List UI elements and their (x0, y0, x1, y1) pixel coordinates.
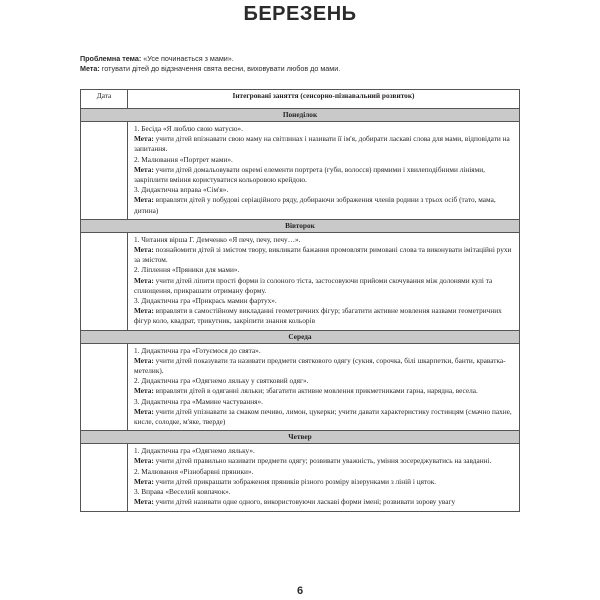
activity-goal-text: учити дітей домальовувати окремі елементи портрета (губи, волосся) прямими і хвилеподібними лініями, закріплити вміння користуватися кольоровою крейдою. (134, 164, 486, 185)
activity-goal-label: Мета: (134, 306, 154, 316)
day-header-row (81, 431, 520, 444)
activities-cell (128, 343, 520, 431)
activity-goal-label: Мета: (134, 386, 154, 396)
activity-goal (134, 386, 515, 396)
day-content-row (81, 343, 520, 431)
activity-title: 2. Дидактична гра «Одягнемо ляльку у святковий одяг». (134, 376, 309, 386)
day-name: Вівторок (81, 219, 520, 232)
intro-block (80, 54, 540, 74)
table-body (81, 109, 520, 512)
activity-title: 2. Малювання «Портрет мами». (134, 154, 233, 164)
activity-goal-text: познайомити дітей зі змістом твору, викликати бажання промовляти римовані слова та виконувати імітаційні рухи за змістом. (134, 245, 512, 265)
activities-cell (128, 232, 520, 330)
activity-goal-label: Мета: (134, 355, 154, 365)
page-number: 6 (296, 585, 304, 597)
activity-goal-text: учити дітей впізнавати свою маму на світлинах і називати її ім'я, добирати ласкаві слова для мами, відповідати на запитання. (134, 134, 510, 154)
activity-goal (134, 165, 515, 185)
month-title: БЕРЕЗЕНЬ (243, 3, 357, 25)
activity-title: 2. Ліплення «Пряники для мами». (134, 265, 240, 275)
activity-goal-label: Мета: (134, 456, 154, 466)
problem-theme-line (80, 54, 540, 64)
date-cell (81, 343, 128, 431)
day-content-row (81, 122, 520, 220)
lesson-plan-table (80, 89, 520, 512)
date-cell (81, 444, 128, 511)
day-header-row (81, 219, 520, 232)
day-name: Четвер (81, 431, 520, 444)
goal-label: Мета: (80, 64, 100, 73)
activity-goal-label: Мета: (134, 275, 154, 285)
day-content-row (81, 232, 520, 330)
date-cell (81, 122, 128, 220)
activity-goal (134, 306, 515, 326)
activity-goal-label: Мета: (134, 497, 154, 507)
day-header-row (81, 109, 520, 122)
activity-title: 1. Бесіда «Я люблю свою матусю». (134, 124, 243, 133)
activity-goal (134, 134, 515, 154)
activity-goal-text: учити дітей ліпити прості форми із солоного тіста, застосовуючи прийоми скочування між долонями кулі та сплющення, прикрашати отриману форму. (134, 275, 493, 295)
activity-goal (134, 456, 515, 466)
activity-title: 2. Малювання «Різнобарвні пряники». (134, 466, 254, 476)
activity-goal-text: учити дітей показувати та називати предмети святкового одягу (сукня, сорочка, білі шкарпетки, банти, краватка-метелик). (134, 355, 506, 376)
column-header-date: Дата (81, 90, 128, 109)
activity-goal-label: Мета: (134, 195, 154, 205)
goal-text: готувати дітей до відзначення свята весни, виховувати любов до мами. (99, 64, 341, 73)
column-header-activities: Інтегровані заняття (сенсорно-пізнавальний розвиток) (128, 90, 520, 109)
table-header-row (81, 90, 520, 109)
activities-cell (128, 122, 520, 220)
activity-title: 3. Вправа «Веселий ковпачок». (134, 487, 231, 497)
activity-goal-text: учити дітей правильно називати предмети одягу; розвивати уважність, уміння зосереджуватись на завданні. (153, 456, 492, 466)
activity-goal (134, 195, 515, 215)
activity-title: 1. Дидактична гра «Одягнемо ляльку». (134, 446, 255, 456)
activity-goal-label: Мета: (134, 134, 154, 144)
day-content-row (81, 444, 520, 511)
activity-goal-text: вправляти дітей у побудові серіаційного ряду, добираючи зображення членів родини з трьох осіб (тато, мама, дитина) (134, 195, 496, 215)
activity-goal (134, 407, 515, 427)
activity-goal (134, 245, 515, 265)
activities-cell (128, 444, 520, 511)
activity-goal-text: вправляти дітей в одяганні ляльки; збагатити активне мовлення прикметниками гарна, нарядна, весела. (153, 386, 478, 396)
activity-goal-text: учити дітей упізнавати за смаком печиво, лимон, цукерки; учити давати характеристику гостинцям (смачно пахне, кисле, солодке, м'яке, тверде) (134, 406, 512, 427)
activity-goal (134, 276, 515, 296)
activity-title: 1. Дидактична гра «Готуємося до свята». (134, 345, 261, 355)
activity-goal-label: Мета: (134, 406, 154, 416)
problem-theme-text: «Усе починається з мами». (141, 54, 234, 63)
day-name: Понеділок (81, 109, 520, 122)
activity-goal-text: учити дітей прикрашати зображення пряників різного розміру візерунками з ліній і цяток. (153, 476, 437, 486)
activity-goal-text: учити дітей називати одне одного, використовуючи ласкаві форми імені; розвивати зорову увагу (153, 497, 456, 507)
activity-goal-label: Мета: (134, 245, 154, 255)
day-header-row (81, 330, 520, 343)
goal-line (80, 64, 540, 74)
activity-title: 3. Дидактична гра «Мамине частування». (134, 396, 263, 406)
activity-goal-label: Мета: (134, 164, 154, 174)
problem-theme-label: Проблемна тема: (80, 54, 142, 63)
date-cell (81, 232, 128, 330)
activity-goal-text: вправляти в самостійному викладанні геометричних фігур; збагатити активне мовлення назвами геометричних фігур коло, квадрат, трикутник, закріпити знання кольорів (134, 306, 502, 326)
activity-goal (134, 356, 515, 376)
activity-goal (134, 497, 515, 507)
activity-goal-label: Мета: (134, 476, 154, 486)
day-name: Середа (81, 330, 520, 343)
activity-title: 3. Дидактична гра «Прикрась мамин фартух». (134, 296, 277, 306)
activity-title: 3. Дидактична вправа «Сім'я». (134, 185, 229, 195)
activity-goal (134, 477, 515, 487)
activity-title: 1. Читання вірша Г. Демченко «Я печу, печу, печу…». (134, 234, 301, 244)
